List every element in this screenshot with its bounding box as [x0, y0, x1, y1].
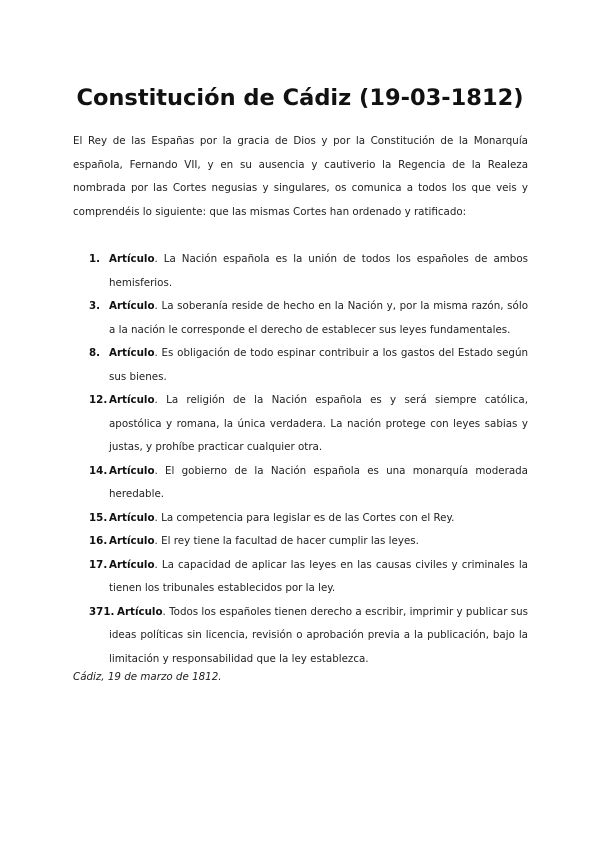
article-number: 17. — [89, 558, 108, 571]
article-item — [73, 460, 528, 507]
article-text: . Es obligación de todo espinar contribuir a los gastos del Estado según sus bienes. — [109, 347, 528, 383]
article-item — [73, 507, 528, 531]
article-label: Artículo — [109, 558, 155, 571]
article-item — [73, 601, 528, 672]
article-text: . La soberanía reside de hecho en la Nación y, por la misma razón, sólo a la nación le corresponde el derecho de establecer sus leyes fundamentales. — [109, 300, 528, 336]
article-number: 8. — [89, 347, 101, 359]
article-number: 16. — [89, 535, 108, 547]
article-text: . La competencia para legislar es de las Cortes con el Rey. — [154, 511, 455, 524]
document-title: Constitución de Cádiz (19-03-1812) — [76, 85, 524, 111]
article-text: . La religión de la Nación española es y será siempre católica, apostólica y romana, la única verdadera. La nación protege con leyes sabias y justas, y prohíbe practicar cualquier otra. — [109, 394, 528, 453]
article-label: Artículo — [109, 464, 155, 477]
preamble-paragraph: El Rey de las Españas por la gracia de Dios y por la Constitución de la Monarquía española, Fernando VII, y en su ausencia y cautiverio la Regencia de la Realeza nombrada por las Cortes negusias y singulares, os comunica a todos los que veis y comprendéis lo siguiente: que las mismas Cortes han ordenado y ratificado: — [73, 135, 528, 218]
article-label: Artículo — [109, 511, 155, 524]
article-number: 14. — [89, 464, 108, 477]
article-number: 371. — [89, 605, 115, 618]
article-label: Artículo — [117, 605, 163, 618]
article-text: . El rey tiene la facultad de hacer cumplir las leyes. — [154, 535, 419, 547]
article-label: Artículo — [109, 394, 155, 406]
article-item — [73, 389, 528, 460]
article-number: 1. — [89, 253, 101, 265]
signature-line: Cádiz, 19 de marzo de 1812. — [73, 671, 222, 683]
article-item — [73, 248, 528, 295]
article-label: Artículo — [109, 300, 155, 312]
article-text: . El gobierno de la Nación española es una monarquía moderada heredable. — [109, 464, 528, 500]
article-number: 3. — [89, 300, 101, 312]
article-text: . La Nación española es la unión de todos los españoles de ambos hemisferios. — [109, 253, 528, 289]
article-label: Artículo — [109, 347, 155, 359]
article-item — [73, 295, 528, 342]
article-number: 15. — [89, 511, 108, 524]
article-text: . La capacidad de aplicar las leyes en las causas civiles y criminales la tienen los tribunales establecidos por la ley. — [109, 558, 528, 594]
articles-list — [73, 248, 528, 671]
article-number: 12. — [89, 394, 108, 406]
article-label: Artículo — [109, 253, 155, 265]
article-item — [73, 342, 528, 389]
article-item — [73, 530, 528, 554]
article-text: . Todos los españoles tienen derecho a escribir, imprimir y publicar sus ideas políticas sin licencia, revisión o aprobación previa a la publicación, bajo la limitación y responsabilidad que la ley establezca. — [109, 605, 528, 665]
article-label: Artículo — [109, 535, 155, 547]
article-item — [73, 554, 528, 601]
